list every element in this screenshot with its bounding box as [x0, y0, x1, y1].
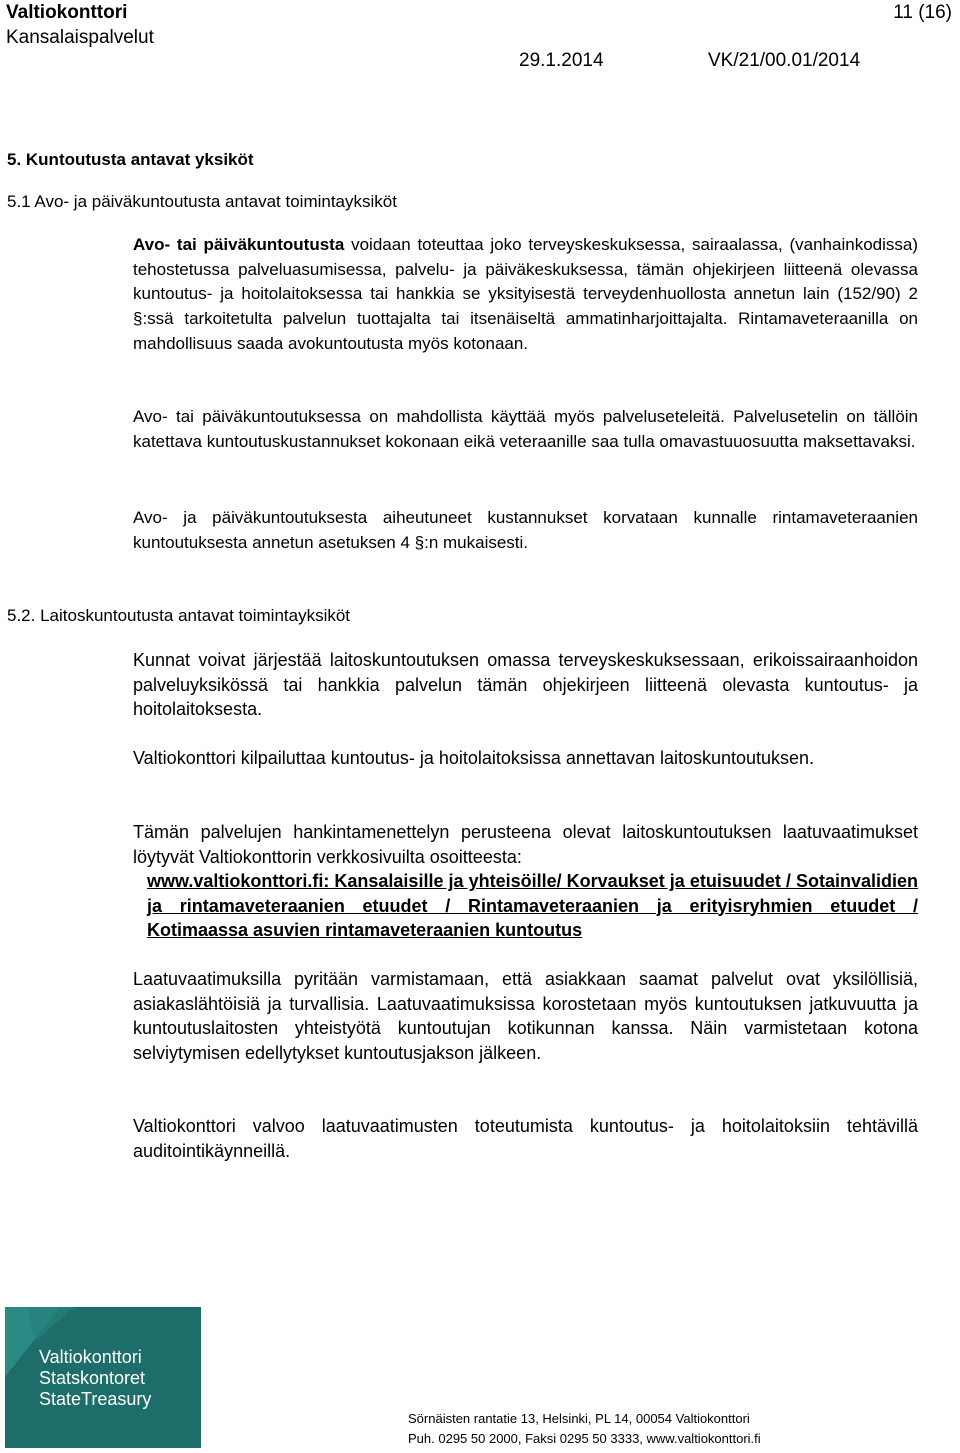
logo-line-en: StateTreasury: [39, 1389, 152, 1409]
paragraph-text: voidaan toteuttaa joko terveyskeskuksessa, sairaalassa, (vanhainkodissa) tehostetussa palveluasumisessa, palvelu- ja päiväkeskuksessa, tämän ohjekirjeen liitteenä olevassa kuntoutus- ja hoitolaitoksessa tai hankkia se yksityisestä terveydenhuollosta annetun lain (152/90) 2 §:ssä tarkoitetulta palvelun tuottajalta tai itsenäiseltä ammatinharjoittajalta. Rintamaveteraanilla on mahdollisuus saada avokuntoutusta myös kotonaan.: [133, 235, 918, 353]
page-number: 11 (16): [893, 2, 952, 23]
paragraph-text: Tämän palvelujen hankintamenettelyn perusteena olevat laitoskuntoutuksen laatuvaatimukset löytyvät Valtiokonttorin verkkosivuilta osoitteesta:: [133, 822, 918, 867]
section-5-title: 5. Kuntoutusta antavat yksiköt: [7, 150, 254, 169]
section-5-1-paragraph-3: [133, 506, 918, 555]
section-5-2-paragraph-3: [133, 820, 918, 869]
paragraph-text: Valtiokonttori valvoo laatuvaatimusten toteutumista kuntoutus- ja hoitolaitoksiin tehtävillä auditointikäynneillä.: [133, 1116, 918, 1161]
header-organization: Valtiokonttori: [6, 2, 128, 23]
section-5-1-paragraph-1: [133, 233, 918, 357]
logo-line-sv: Statskontoret: [39, 1368, 146, 1388]
section-5-1-paragraph-2: [133, 405, 918, 454]
section-5-1-title: 5.1 Avo- ja päiväkuntoutusta antavat toimintayksiköt: [7, 192, 397, 211]
document-date: 29.1.2014: [519, 50, 604, 71]
header-unit: Kansalaispalvelut: [6, 27, 154, 48]
section-5-2-paragraph-2: [133, 746, 918, 771]
section-5-2-title: 5.2. Laitoskuntoutusta antavat toimintayksiköt: [7, 606, 351, 625]
logo-line-fi: Valtiokonttori: [39, 1347, 142, 1367]
paragraph-bold-lead: Avo- tai päiväkuntoutusta: [133, 235, 345, 254]
section-5-2-paragraph-5: [133, 1114, 918, 1163]
logo-text: [39, 1347, 151, 1410]
paragraph-text: Laatuvaatimuksilla pyritään varmistamaan, että asiakkaan saamat palvelut ovat yksilöllisiä, asiakaslähtöisiä ja turvallisia. Laatuvaatimuksissa korostetaan myös kuntoutuksen jatkuvuutta ja kuntoutuslaitosten yhteistyötä kuntoutujan kotikunnan kanssa. Näin varmistetaan kotona selviytymisen edellytykset kuntoutusjakson jälkeen.: [133, 969, 918, 1063]
section-5-2-paragraph-1: [133, 648, 918, 722]
paragraph-text: Avo- ja päiväkuntoutuksesta aiheutuneet kustannukset korvataan kunnalle rintamaveteraanien kuntoutuksesta annetun asetuksen 4 §:n mukaisesti.: [133, 508, 918, 552]
paragraph-text: Kunnat voivat järjestää laitoskuntoutuksen omassa terveyskeskuksessaan, erikoissairaanhoidon palveluyksikössä tai hankkia palvelun tämän ohjekirjeen liitteenä olevasta kuntoutus- ja hoitolaitoksesta.: [133, 650, 918, 719]
footer-address: Sörnäisten rantatie 13, Helsinki, PL 14, 00054 Valtiokonttori: [408, 1411, 750, 1426]
section-5-2-paragraph-4: [133, 967, 918, 1065]
valtiokonttori-logo: [5, 1307, 201, 1448]
paragraph-text: Valtiokonttori kilpailuttaa kuntoutus- ja hoitolaitoksissa annettavan laitoskuntoutuksen.: [133, 748, 815, 768]
footer-contact: Puh. 0295 50 2000, Faksi 0295 50 3333, www.valtiokonttori.fi: [408, 1431, 761, 1446]
document-reference: VK/21/00.01/2014: [708, 50, 861, 71]
website-link-path[interactable]: www.valtiokonttori.fi: Kansalaisille ja yhteisöille/ Korvaukset ja etuisuudet / Sotainvalidien ja rintamaveteraanien etuudet / Rintamaveteraanien ja erityisryhmien etuudet / Kotimaassa asuvien rintamaveteraanien kuntoutus: [147, 871, 918, 940]
paragraph-text: Avo- tai päiväkuntoutuksessa on mahdollista käyttää myös palveluseteleitä. Palvelusetelin on tällöin katettava kuntoutuskustannukset kokonaan eikä veteraanille saa tulla omavastuuosuutta maksettavaksi.: [133, 407, 918, 451]
